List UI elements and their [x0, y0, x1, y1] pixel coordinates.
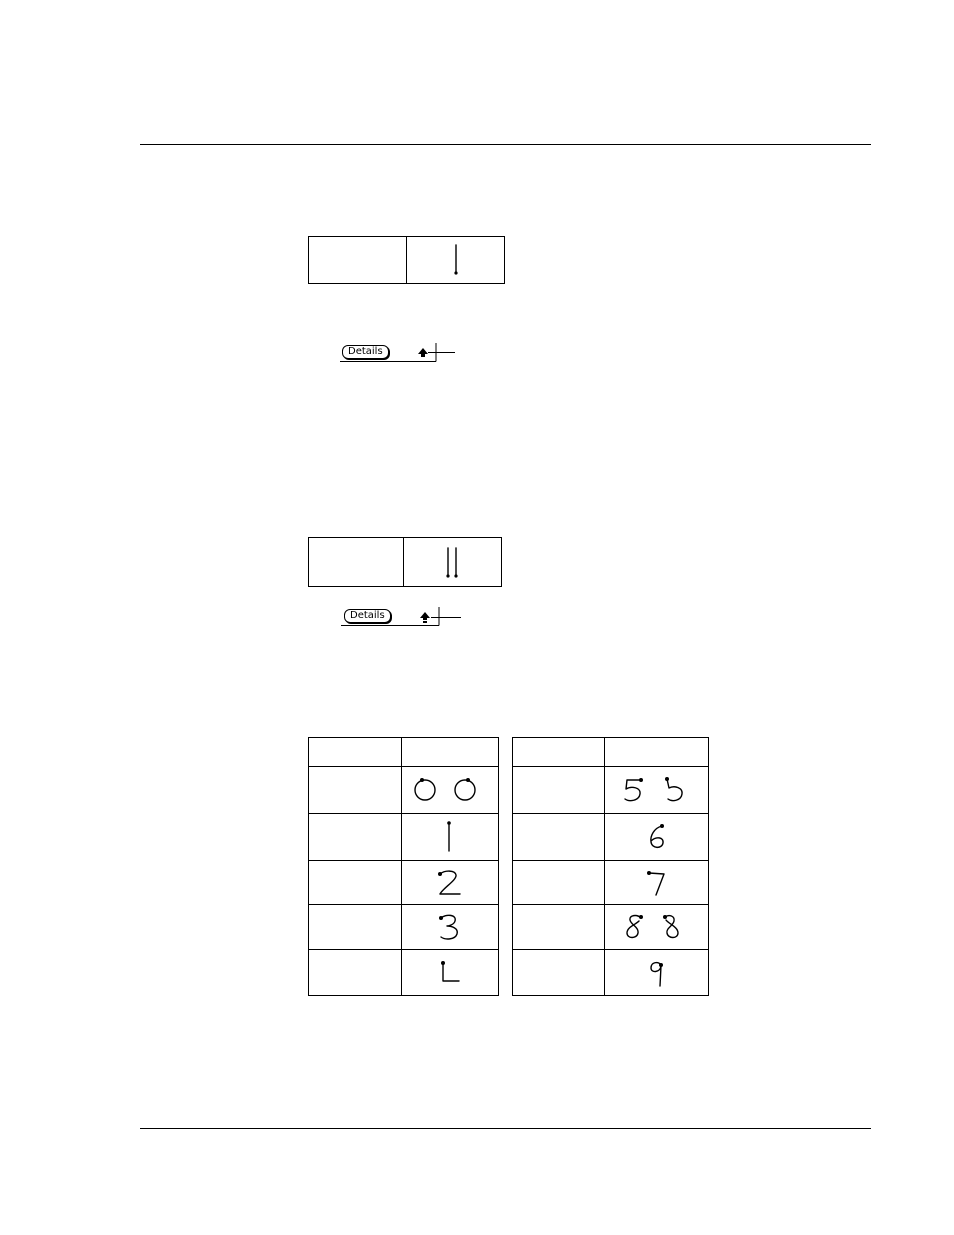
digit-stroke-cell — [605, 950, 709, 996]
digit-stroke-cell — [402, 905, 499, 950]
caps-lock-label-cell — [309, 538, 404, 587]
details-button[interactable]: Details — [344, 609, 391, 623]
header-rule — [140, 144, 871, 145]
header-cell-strokes — [605, 738, 709, 767]
digit-stroke-cell — [605, 767, 709, 814]
digit-label-cell — [309, 861, 402, 905]
header-cell-digit — [309, 738, 402, 767]
digit-stroke-cell — [605, 814, 709, 861]
shift-indicator-widget-2 — [341, 606, 471, 630]
footer-rule — [140, 1128, 871, 1129]
table-row — [309, 861, 499, 905]
digit-label-cell — [513, 814, 605, 861]
digit-stroke-cell — [402, 767, 499, 814]
digit-stroke-cell — [402, 861, 499, 905]
digit-2-stroke-icon — [435, 868, 465, 898]
table-header-row — [513, 738, 709, 767]
caps-lock-arrow-icon — [341, 606, 471, 630]
shift-indicator-widget-1 — [340, 342, 470, 366]
table-row — [309, 950, 499, 996]
header-cell-digit — [513, 738, 605, 767]
digit-stroke-cell — [605, 905, 709, 950]
digit-stroke-cell — [402, 950, 499, 996]
table-row — [513, 950, 709, 996]
digit-stroke-cell — [402, 814, 499, 861]
digit-3-stroke-icon — [435, 912, 465, 942]
digit-8-stroke-icon — [617, 912, 697, 942]
single-stroke-icon — [446, 242, 466, 278]
table-row — [513, 861, 709, 905]
digit-9-stroke-icon — [642, 958, 672, 988]
table-header-row — [309, 738, 499, 767]
shift-stroke-cell — [407, 237, 505, 284]
digit-strokes-table-right — [512, 737, 709, 996]
shift-arrow-icon — [340, 342, 470, 366]
digit-label-cell — [513, 861, 605, 905]
digit-strokes-table-left — [308, 737, 499, 996]
digit-label-cell — [513, 905, 605, 950]
digit-label-cell — [309, 767, 402, 814]
shift-stroke-label-cell — [309, 237, 407, 284]
shift-stroke-box — [308, 236, 505, 284]
digit-label-cell — [309, 814, 402, 861]
header-cell-strokes — [402, 738, 499, 767]
digit-label-cell — [513, 767, 605, 814]
digit-6-stroke-icon — [642, 822, 672, 852]
table-row — [309, 767, 499, 814]
digit-1-stroke-icon — [440, 820, 460, 854]
caps-lock-stroke-cell — [404, 538, 502, 587]
details-button[interactable]: Details — [342, 345, 389, 359]
caps-lock-stroke-box — [308, 537, 502, 587]
digit-4-stroke-icon — [435, 958, 465, 988]
digit-0-stroke-icon — [410, 775, 490, 805]
digit-label-cell — [309, 905, 402, 950]
table-row — [513, 905, 709, 950]
digit-label-cell — [513, 950, 605, 996]
table-row — [309, 814, 499, 861]
double-stroke-icon — [441, 544, 465, 580]
digit-5-stroke-icon — [617, 775, 697, 805]
table-row — [309, 905, 499, 950]
table-row — [513, 814, 709, 861]
digit-7-stroke-icon — [642, 868, 672, 898]
digit-stroke-cell — [605, 861, 709, 905]
digit-label-cell — [309, 950, 402, 996]
table-row — [513, 767, 709, 814]
